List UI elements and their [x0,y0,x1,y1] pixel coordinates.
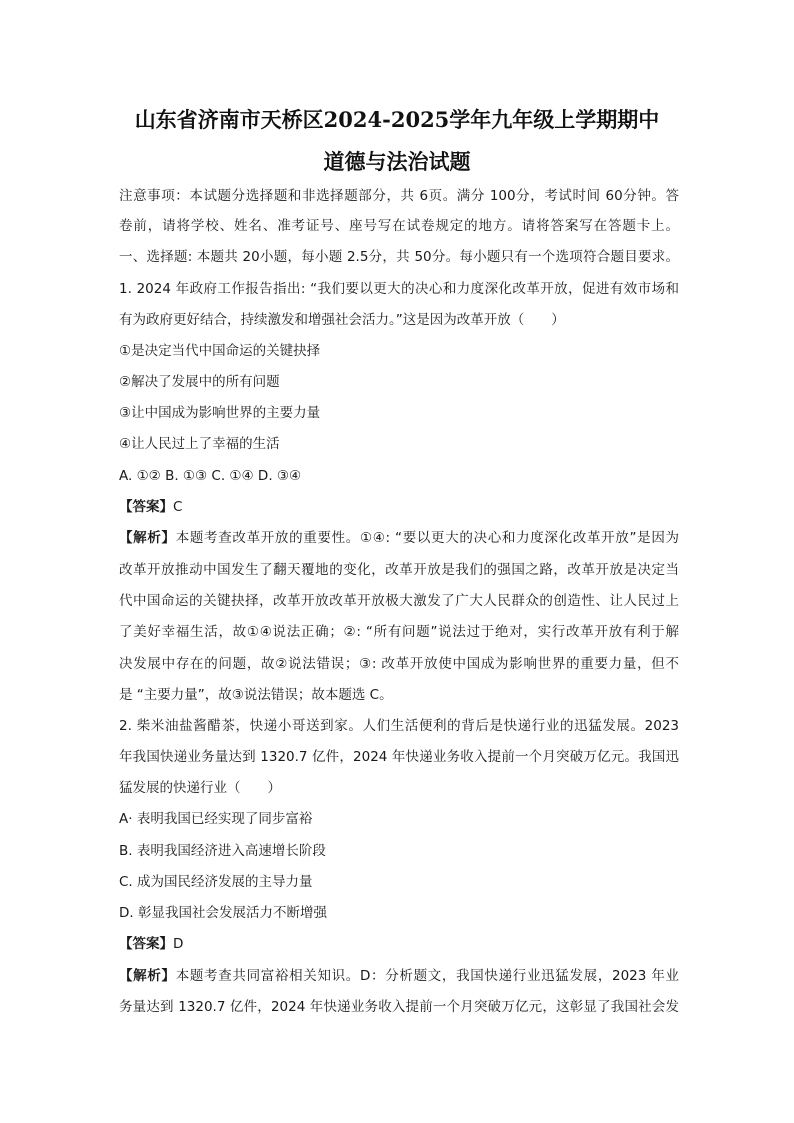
q1-stem-line-1: 1. 2024 年政府工作报告指出: “我们要以更大的决心和力度深化改革开放，促进有效市场和 [119,281,679,297]
notice-line-1: 注意事项：本试题分选择题和非选择题部分，共 6页。满分 100分，考试时间 60分钟。答 [119,188,679,204]
q1-option-3: ③让中国成为影响世界的主要力量 [119,405,321,421]
analysis-tag: 【解析】 [119,530,176,546]
q1-analysis-line-6: 是 “主要力量”，故③说法错误；故本题选 C。 [119,687,393,703]
q2-stem-line-3: 猛发展的快递行业（ ） [119,780,281,796]
analysis-text: 本题考查共同富裕相关知识。D：分析题文，我国快递行业迅猛发展，2023 年业 [175,968,680,984]
q1-answer [119,497,679,517]
q2-option-a: A· 表明我国已经实现了同步富裕 [119,811,313,827]
answer-tag: 【答案】 [119,936,173,952]
answer-tag: 【答案】 [119,499,173,515]
title-line-2: 道德与法治试题 [323,149,471,174]
q2-stem-line-1: 2. 柴米油盐酱醋茶，快递小哥送到家。人们生活便利的背后是快递行业的迅猛发展。2023 [119,718,679,734]
q1-stem-line-2: 有为政府更好结合，持续激发和增强社会活力。”这是因为改革开放（ ） [119,312,565,328]
answer-value: C [173,499,183,515]
q1-analysis-line-4: 了美好幸福生活，故①④说法正确；②: “所有问题”说法过于绝对，实行改革开放有利于解 [119,624,679,640]
q2-analysis-line-1 [119,966,679,986]
q1-analysis-line-1 [119,528,679,548]
q1-option-1: ①是决定当代中国命运的关键抉择 [119,343,321,359]
q1-option-4: ④让人民过上了幸福的生活 [119,436,280,452]
analysis-tag: 【解析】 [119,968,176,984]
title-line-1: 山东省济南市天桥区2024-2025学年九年级上学期期中 [134,107,660,132]
q2-analysis-line-2: 务量达到 1320.7 亿件，2024 年快递业务收入提前一个月突破万亿元，这彰显了我国社会发 [119,999,679,1015]
section-heading: 一、选择题: 本题共 20小题，每小题 2.5分，共 50分。每小题只有一个选项符合题目要求。 [119,249,679,265]
analysis-text: 本题考查改革开放的重要性。①④: “要以更大的决心和力度深化改革开放”是因为 [175,530,679,546]
notice-line-2: 卷前，请将学校、姓名、准考证号、座号写在试卷规定的地方。请将答案写在答题卡上。 [119,218,679,234]
q1-analysis-line-2: 改革开放推动中国发生了翻天覆地的变化，改革开放是我们的强国之路，改革开放是决定当 [119,562,679,578]
q1-analysis-line-5: 决发展中存在的问题，故②说法错误；③: 改革开放使中国成为影响世界的重要力量，但不 [119,656,679,672]
q2-option-d: D. 彰显我国社会发展活力不断增强 [119,905,327,921]
q1-choices: A. ①② B. ①③ C. ①④ D. ③④ [119,468,302,484]
q1-option-2: ②解决了发展中的所有问题 [119,374,280,390]
q2-stem-line-2: 年我国快递业务量达到 1320.7 亿件，2024 年快递业务收入提前一个月突破万亿元。我国迅 [119,749,679,765]
q2-option-b: B. 表明我国经济进入高速增长阶段 [119,843,326,859]
answer-value: D [173,936,184,952]
q1-analysis-line-3: 代中国命运的关键抉择，改革开放改革开放极大激发了广大人民群众的创造性、让人民过上 [119,593,679,609]
q2-option-c: C. 成为国民经济发展的主导力量 [119,874,313,890]
q2-answer [119,934,679,954]
